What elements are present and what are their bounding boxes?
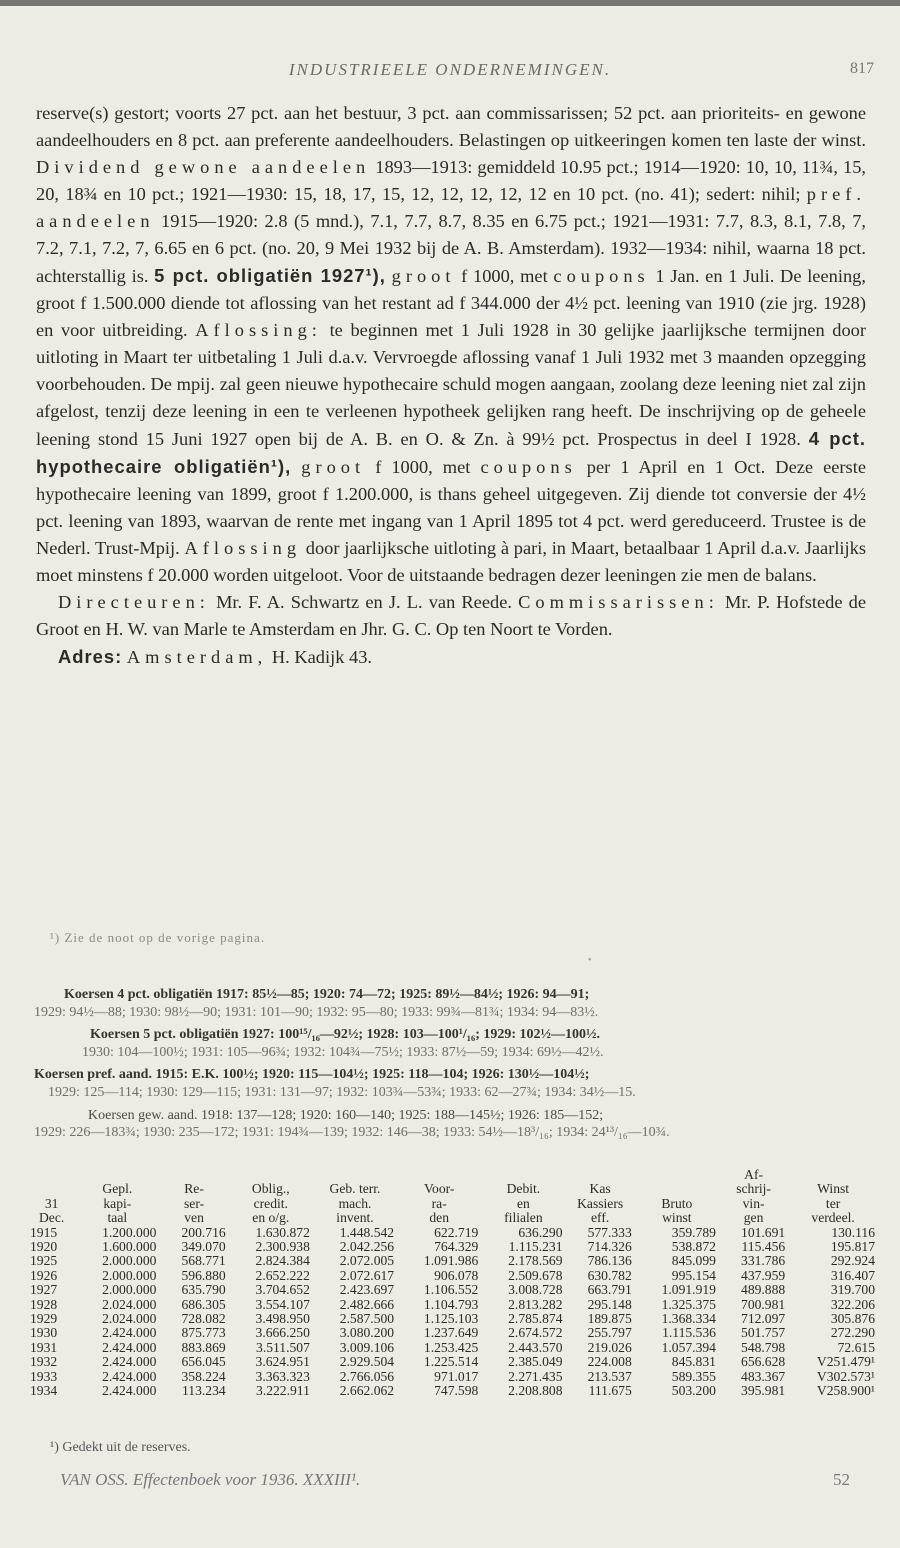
- table-cell: 272.290: [830, 1325, 875, 1341]
- table-cell: 1.125.103: [423, 1311, 479, 1327]
- table-cell: 1.237.649: [423, 1325, 479, 1341]
- table-cell: 712.097: [741, 1311, 786, 1327]
- table-cell: 906.078: [434, 1267, 479, 1283]
- table-cell: 101.691: [741, 1224, 786, 1240]
- table-cell: 2.178.569: [508, 1253, 563, 1269]
- table-cell: 971.017: [434, 1368, 479, 1384]
- table-cell: 2.662.062: [339, 1383, 395, 1399]
- spaced-heading: Commissarissen:: [518, 592, 719, 612]
- table-cell: 2.024.000: [102, 1296, 157, 1312]
- table-cell: 656.045: [181, 1354, 226, 1370]
- table-cell: 3.511.507: [256, 1339, 310, 1355]
- table-cell: 1.630.872: [255, 1224, 310, 1240]
- table-cell: 2.443.570: [508, 1339, 563, 1355]
- quote-line: 1929: 226—183¾; 1930: 235—172; 1931: 194¾—139; 1932: 146—38; 1933: 54½—18³/₁₆; 1934: 24¹³/₁₆—10¾.: [34, 1125, 670, 1141]
- table-cell: 548.798: [741, 1339, 786, 1355]
- address-label: Adres:: [58, 646, 123, 667]
- table-cell: 2.929.504: [339, 1354, 395, 1370]
- year-cell: 1927: [30, 1282, 58, 1298]
- table-cell: 316.407: [830, 1267, 875, 1283]
- page-footer: [0, 1470, 900, 1492]
- table-cell: 2.652.222: [255, 1267, 310, 1283]
- text-run: te beginnen met 1 Juli 1928 in 30 gelijke jaarlijksche termijnen door uitloting in Maart ter uitbetaling 1 Juli d.a.v. Vervroegde aflossing vanaf 1 Juli 1932 met 3 maanden opzegging voorbehouden. De mpij. zal geen nieuwe hypothecaire schuld mogen aangaan, zoolang deze leening niet zal zijn afgelost, tenzij deze leening in een te verleenen hypotheek gelijken rang heeft. De inschrijving op de geheele leening stond 15 Juni 1927 open bij de A. B. en O. & Zn. à 99½ pct. Prospectus in deel I 1928.: [36, 320, 866, 449]
- paragraph-address: [36, 643, 866, 671]
- table-header-row: [28, 1168, 878, 1226]
- paragraph-dividend: [36, 100, 866, 589]
- table-cell: 3.222.911: [256, 1383, 310, 1399]
- year-cell: 1926: [30, 1267, 58, 1283]
- print-dot: •: [588, 955, 592, 966]
- spaced-heading: coupons: [480, 457, 577, 477]
- table-cell: 359.789: [671, 1224, 716, 1240]
- book-reference: VAN OSS. Effectenboek voor 1936. XXXIII¹.: [60, 1470, 361, 1489]
- scan-top-edge: [0, 0, 900, 6]
- table-cell: 1.225.514: [423, 1354, 479, 1370]
- quote-block: [34, 1107, 870, 1142]
- page-title: INDUSTRIEELE ONDERNEMINGEN.: [288, 60, 612, 79]
- text-run: Mr. P. Hofstede de Groot en H. W. van Marle te Amsterdam en Jhr. G. C. Op ten Noort te Vorden.: [36, 592, 866, 639]
- table-cell: 2.271.435: [508, 1368, 563, 1384]
- column-header: Geb. terr. mach. invent.: [329, 1181, 381, 1226]
- table-cell: 995.154: [671, 1267, 716, 1283]
- table-cell: 2.424.000: [102, 1325, 157, 1341]
- table-cell: 2.813.282: [508, 1296, 563, 1312]
- year-cell: 1932: [30, 1354, 58, 1370]
- text-run: H. Kadijk 43.: [271, 647, 373, 667]
- table-cell: 728.082: [181, 1311, 226, 1327]
- table-cell: 2.424.000: [102, 1383, 157, 1399]
- table-cell: 577.333: [587, 1224, 632, 1240]
- spaced-heading: coupons: [553, 266, 650, 286]
- table-row: [28, 1226, 878, 1240]
- table-cell: 483.367: [741, 1368, 786, 1384]
- table-cell: 700.981: [741, 1296, 786, 1312]
- table-cell: 1.104.793: [423, 1296, 479, 1312]
- table-cell: 3.498.950: [255, 1311, 310, 1327]
- table-cell: 2.072.617: [339, 1267, 395, 1283]
- table-cell: 2.482.666: [339, 1296, 395, 1312]
- table-row: [28, 1312, 878, 1326]
- column-header: 31 Dec.: [38, 1195, 65, 1226]
- spaced-heading: Aflossing: [184, 538, 302, 558]
- text-run: 1 Jan. en 1 Juli. De leening, groot f 1.500.000 diende tot aflossing van het restant ad f 344.000 der 4½ pct. leening van 1910 (zie jrg. 1928) en voor uitbreiding.: [36, 266, 866, 340]
- table-cell: 319.700: [830, 1282, 875, 1298]
- table-cell: 2.509.678: [508, 1267, 563, 1283]
- year-cell: 1930: [30, 1325, 58, 1341]
- column-header: Gepl. kapi- taal: [102, 1181, 133, 1226]
- table-cell: 686.305: [181, 1296, 226, 1312]
- spaced-heading: Aflossing:: [195, 320, 322, 340]
- table-cell: 875.773: [181, 1325, 226, 1341]
- table-cell: 255.797: [587, 1325, 632, 1341]
- table-row: [28, 1240, 878, 1254]
- table-cell: 358.224: [181, 1368, 226, 1384]
- table-cell: 3.363.323: [255, 1368, 310, 1384]
- spaced-heading: Amsterdam,: [126, 647, 268, 667]
- table-cell: 3.704.652: [255, 1282, 310, 1298]
- table-cell: 195.817: [830, 1239, 875, 1255]
- text-run: 1893—1913: gemiddeld 10.95 pct.; 1914—1920: 10, 10, 11¾, 15, 20, 18¾ en 10 pct.; 1921—1930: 15, 18, 17, 15, 12, 12, 12, 12, 12 en 10 pct. (no. 41); sedert: nihil;: [36, 157, 866, 204]
- table-cell: 845.831: [671, 1354, 716, 1370]
- column-header: Voor- ra- den: [423, 1181, 455, 1226]
- table-cell: 2.208.808: [508, 1383, 563, 1399]
- table-cell: 3.666.250: [255, 1325, 310, 1341]
- text-run: door jaarlijksche uitloting à pari, in Maart, betaalbaar 1 April d.a.v. Jaarlijks moet minstens f 20.000 worden uitgeloot. Voor de uitstaande bedragen dezer leeningen zie men de balans.: [36, 538, 867, 585]
- table-cell: V258.900¹: [816, 1383, 875, 1399]
- table-cell: 3.554.107: [255, 1296, 310, 1312]
- quote-block: [34, 986, 870, 1021]
- table-cell: 622.719: [434, 1224, 479, 1240]
- table-footnote: ¹) Gedekt uit de reserves.: [50, 1440, 191, 1455]
- quote-line: 1929: 94½—88; 1930: 98½—90; 1931: 101—90; 1932: 95—80; 1933: 99¾—81¾; 1934: 94—83½.: [34, 1004, 599, 1020]
- spaced-heading: Dividend gewone aandeelen: [36, 157, 371, 177]
- quote-block: [34, 1066, 870, 1101]
- table-cell: 3.624.951: [255, 1354, 310, 1370]
- table-cell: 331.786: [741, 1253, 786, 1269]
- table-row: [28, 1269, 878, 1283]
- table-cell: V251.479¹: [816, 1354, 875, 1370]
- table-cell: 1.200.000: [102, 1224, 157, 1240]
- table-cell: 1.057.394: [661, 1339, 716, 1355]
- table-cell: 1.115.231: [508, 1239, 563, 1255]
- table-cell: 2.424.000: [102, 1339, 157, 1355]
- table-cell: 113.234: [182, 1383, 226, 1399]
- quote-line: Koersen gew. aand. 1918: 137—128; 1920: 160—140; 1925: 188—145½; 1926: 185—152;: [88, 1107, 604, 1123]
- table-cell: 2.674.572: [508, 1325, 563, 1341]
- text-run: 1915—1920: 2.8 (5 mnd.), 7.1, 7.7, 8.7, 8.35 en 6.75 pct.; 1921—1931: 7.7, 8.3, 8.1, 7.8, 7, 7.2, 7.1, 7.2, 7, 6.65 en 6 pct. (no. 20, 9 Mei 1932 bij de A. B. Amsterdam). 1932—1934: nihil, waarna 18 pct. achterstallig is.: [36, 211, 866, 286]
- table-cell: 2.824.384: [255, 1253, 310, 1269]
- table-cell: 656.628: [741, 1354, 786, 1370]
- table-cell: 1.600.000: [102, 1239, 157, 1255]
- table-row: [28, 1341, 878, 1355]
- table-cell: 115.456: [741, 1239, 786, 1255]
- table-cell: 747.598: [434, 1383, 479, 1399]
- table-cell: 224.008: [587, 1354, 632, 1370]
- table-cell: 322.206: [830, 1296, 875, 1312]
- year-cell: 1933: [30, 1368, 58, 1384]
- column-header: Debit. en filialen: [504, 1181, 543, 1226]
- table-cell: 395.981: [741, 1383, 786, 1399]
- year-cell: 1915: [30, 1224, 58, 1240]
- table-row: [28, 1298, 878, 1312]
- year-cell: 1929: [30, 1311, 58, 1327]
- column-header: Re- ser- ven: [184, 1181, 205, 1226]
- running-header: [0, 60, 900, 86]
- financial-table: [28, 1168, 878, 1399]
- table-cell: 630.782: [587, 1267, 632, 1283]
- year-cell: 1934: [30, 1383, 58, 1399]
- table-cell: 2.785.874: [508, 1311, 563, 1327]
- table-cell: 200.716: [181, 1224, 226, 1240]
- table-cell: 437.959: [741, 1267, 786, 1283]
- table-cell: 189.875: [587, 1311, 632, 1327]
- text-run: reserve(s) gestort; voorts 27 pct. aan het bestuur, 3 pct. aan commissarissen; 52 pct. aan prioriteits- en gewone aandeelhouders en 8 pct. aan preferente aandeelhouders. Belastingen op uitkeeringen komen ten laste der winst.: [36, 103, 866, 150]
- text-run: Mr. F. A. Schwartz en J. L. van Reede.: [216, 592, 512, 612]
- table-cell: 786.136: [587, 1253, 632, 1269]
- table-row: [28, 1355, 878, 1369]
- column-header: Winst ter verdeel.: [811, 1181, 855, 1226]
- table-cell: 349.070: [181, 1239, 226, 1255]
- table-cell: 295.148: [587, 1296, 632, 1312]
- text-run: per 1 April en 1 Oct. Deze eerste hypothecaire leening van 1899, groot f 1.200.000, is thans geheel uitgegeven. Zij diende tot conversie der 4½ pct. leening van 1893, waarvan de rente met ingang van 1 April 1895 tot 4 pct. werd gereduceerd. Trustee is de Nederl. Trust-Mpij.: [36, 457, 866, 558]
- table-cell: 1.448.542: [339, 1224, 395, 1240]
- column-header: Oblig., credit. en o/g.: [251, 1181, 290, 1226]
- table-row: [28, 1384, 878, 1398]
- table-cell: 111.675: [588, 1383, 632, 1399]
- table-cell: 596.880: [181, 1267, 226, 1283]
- year-cell: 1928: [30, 1296, 58, 1312]
- table-cell: 213.537: [587, 1368, 632, 1384]
- price-quotes: [34, 986, 870, 1147]
- table-cell: 2.000.000: [102, 1282, 157, 1298]
- table-cell: 1.368.334: [661, 1311, 716, 1327]
- quote-line: 1929: 125—114; 1930: 129—115; 1931: 131—97; 1932: 103¾—53¾; 1933: 62—27¾; 1934: 34½—15.: [48, 1084, 636, 1100]
- table-cell: 2.300.938: [255, 1239, 310, 1255]
- table-cell: 636.290: [518, 1224, 563, 1240]
- table-cell: 219.026: [587, 1339, 632, 1355]
- quote-line: Koersen pref. aand. 1915: E.K. 100½; 1920: 115—104½; 1925: 118—104; 1926: 130½—104½;: [34, 1067, 590, 1083]
- table-cell: 2.385.049: [508, 1354, 563, 1370]
- quote-line: 1930: 104—100½; 1931: 105—96¾; 1932: 104¾—75½; 1933: 87½—59; 1934: 69½—42½.: [82, 1044, 604, 1060]
- table-row: [28, 1254, 878, 1268]
- table-cell: 538.872: [671, 1239, 716, 1255]
- table-cell: 130.116: [831, 1224, 875, 1240]
- table-cell: 292.924: [830, 1253, 875, 1269]
- spaced-heading: Directeuren:: [58, 592, 210, 612]
- table-cell: V302.573¹: [816, 1368, 875, 1384]
- year-cell: 1925: [30, 1253, 58, 1269]
- table-cell: 2.587.500: [339, 1311, 395, 1327]
- year-cell: 1931: [30, 1339, 58, 1355]
- spaced-heading: groot: [301, 457, 366, 477]
- paragraph-board: [36, 589, 866, 643]
- quote-line: Koersen 5 pct. obligatiën 1927: 100¹⁵/₁₆—92½; 1928: 103—100¹/₁₆; 1929: 102½—100½.: [90, 1027, 601, 1043]
- page-number: 817: [850, 60, 874, 77]
- spaced-heading: pref. aandeelen: [36, 184, 867, 231]
- table-cell: 2.424.000: [102, 1354, 157, 1370]
- quote-line: Koersen 4 pct. obligatiën 1917: 85½—85; 1920: 74—72; 1925: 89½—84½; 1926: 94—91;: [64, 987, 590, 1002]
- table-row: [28, 1370, 878, 1384]
- bond-heading: 4 pct. hypothecaire obligatiën¹),: [36, 428, 866, 477]
- sheet-number: 52: [833, 1470, 850, 1489]
- bond-heading: 5 pct. obligatiën 1927¹),: [154, 265, 386, 286]
- column-header: Bruto winst: [661, 1195, 693, 1226]
- table-cell: 589.355: [671, 1368, 716, 1384]
- table-cell: 883.869: [181, 1339, 226, 1355]
- table-row: [28, 1326, 878, 1340]
- table-cell: 2.042.256: [339, 1239, 395, 1255]
- table-cell: 845.099: [671, 1253, 716, 1269]
- table-body: [28, 1226, 878, 1399]
- table-cell: 2.024.000: [102, 1311, 157, 1327]
- table-cell: 2.423.697: [339, 1282, 395, 1298]
- table-cell: 714.326: [587, 1239, 632, 1255]
- table-cell: 2.424.000: [102, 1368, 157, 1384]
- table-cell: 1.091.986: [423, 1253, 479, 1269]
- table-cell: 2.072.005: [339, 1253, 395, 1269]
- table-cell: 1.106.552: [423, 1282, 479, 1298]
- table-cell: 501.757: [741, 1325, 786, 1341]
- table-cell: 764.329: [434, 1239, 479, 1255]
- table-cell: 3.080.200: [339, 1325, 395, 1341]
- table-cell: 1.253.425: [423, 1339, 479, 1355]
- table-cell: 489.888: [741, 1282, 786, 1298]
- column-header: Kas Kassiers eff.: [577, 1181, 624, 1226]
- table-cell: 3.009.106: [339, 1339, 395, 1355]
- table-row: [28, 1283, 878, 1297]
- table-cell: 663.791: [587, 1282, 632, 1298]
- table-cell: 635.790: [181, 1282, 226, 1298]
- footnote: ¹) Zie de noot op de vorige pagina.: [50, 930, 266, 945]
- spaced-heading: groot: [391, 266, 456, 286]
- table-cell: 1.325.375: [661, 1296, 716, 1312]
- table-cell: 72.615: [837, 1339, 875, 1355]
- table-cell: 305.876: [830, 1311, 875, 1327]
- table-cell: 2.766.056: [339, 1368, 395, 1384]
- table-cell: 503.200: [671, 1383, 716, 1399]
- table-cell: 2.000.000: [102, 1253, 157, 1269]
- quote-block: [34, 1026, 870, 1061]
- main-text: [36, 100, 866, 671]
- table-cell: 3.008.728: [508, 1282, 563, 1298]
- column-header: Af- schrij- vin- gen: [736, 1167, 771, 1226]
- text-run: f 1000, met: [461, 266, 548, 286]
- table-cell: 1.091.919: [661, 1282, 716, 1298]
- text-run: f 1000, met: [375, 457, 471, 477]
- table-cell: 1.115.536: [662, 1325, 716, 1341]
- year-cell: 1920: [30, 1239, 58, 1255]
- table-cell: 2.000.000: [102, 1267, 157, 1283]
- table-cell: 568.771: [181, 1253, 226, 1269]
